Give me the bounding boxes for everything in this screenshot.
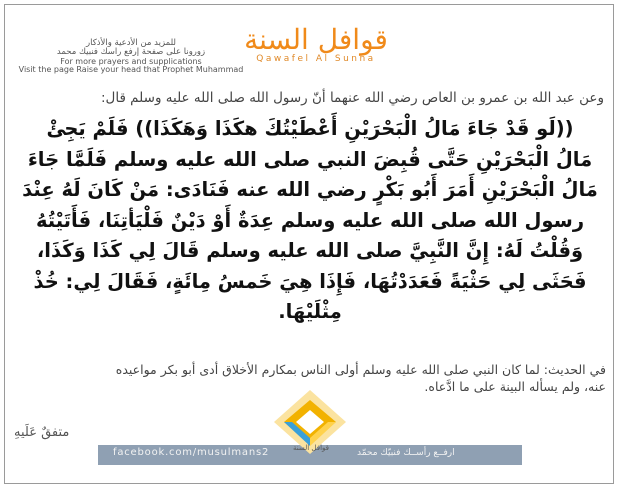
brand-name-latin: Qawafel Al Sunna xyxy=(256,53,376,64)
facebook-link[interactable]: facebook.com/musulmans2 xyxy=(113,447,270,458)
caravan-logo-icon xyxy=(262,388,358,468)
brand-name-ar: قوافل السنة xyxy=(244,23,388,56)
agreed-upon-label: متفقٌ عَلَيهِ xyxy=(14,425,70,440)
hadith-line: رسول الله صلى الله عليه وسلم عِدَةٌ أَوْ دَيْنٌ فَلْيَأتِنَا، فَأَتَيْتُهُ xyxy=(35,208,585,232)
promo-ar-line2: زورونا على صفحة إرفع راسك فنبيك محمد xyxy=(56,47,206,58)
brand-logo xyxy=(241,25,391,64)
hadith-text xyxy=(14,114,606,328)
hadith-line: فَحَثَى لِي حَثْيَةً فَعَدَدْتُهَا، فَإِذَا هِيَ خَمسُ مِائَةٍ، فَقَالَ لِي: خُذْ xyxy=(33,269,587,293)
commentary-line: عنه، ولم يسأله البينة على ما ادَّعاه. xyxy=(424,379,606,394)
hadith-line: مَالُ الْبَحْرَيْنِ حَتَّى قُبِضَ النبي صلى الله عليه وسلم فَلَمَّا جَاءَ xyxy=(27,147,593,171)
commentary-line: في الحديث: لما كان النبي صلى الله عليه وسلم أولى الناس بمكارم الأخلاق أدى أبو بكر مواعيده xyxy=(115,362,606,377)
hadith-line: مَالُ الْبَحْرَيْنِ أَمَرَ أَبُو بَكْرٍ رضي الله عنه فَنَادَى: مَنْ كَانَ لَهُ عِنْدَ xyxy=(22,178,598,201)
hadith-line: وَقُلْتُ لَهُ: إِنَّ النَّبِيَّ صلى الله عليه وسلم قَالَ لِي كَذَا وَكَذَا، xyxy=(36,239,584,262)
promo-en-line2: Visit the page Raise your head that Prophet Muhammad xyxy=(18,65,244,75)
logo-caption: قوافل السنة xyxy=(293,444,329,452)
footer-slogan: ارفــع رأســك فنبيّك محمّد xyxy=(357,448,455,458)
hadith-line: مِثْلَيْهَا. xyxy=(278,300,342,323)
promo-en-line1: For more prayers and supplications xyxy=(60,56,202,66)
hadith-intro: وعن عبد الله بن عمرو بن العاص رضي الله عنهما أنّ رسول الله صلى الله عليه وسلم قال: xyxy=(100,90,604,106)
hadith-line: ((لَو قَدْ جَاءَ مَالُ الْبَحْرَيْنِ أَعْطَيْتُكَ هكَذَا وَهَكَذَا)) فَلَمْ يَجِئْ xyxy=(46,117,574,140)
header xyxy=(5,5,613,85)
promo-text xyxy=(11,39,251,75)
promo-ar-line1: للمزيد من الأدعية والأذكار xyxy=(86,38,176,48)
